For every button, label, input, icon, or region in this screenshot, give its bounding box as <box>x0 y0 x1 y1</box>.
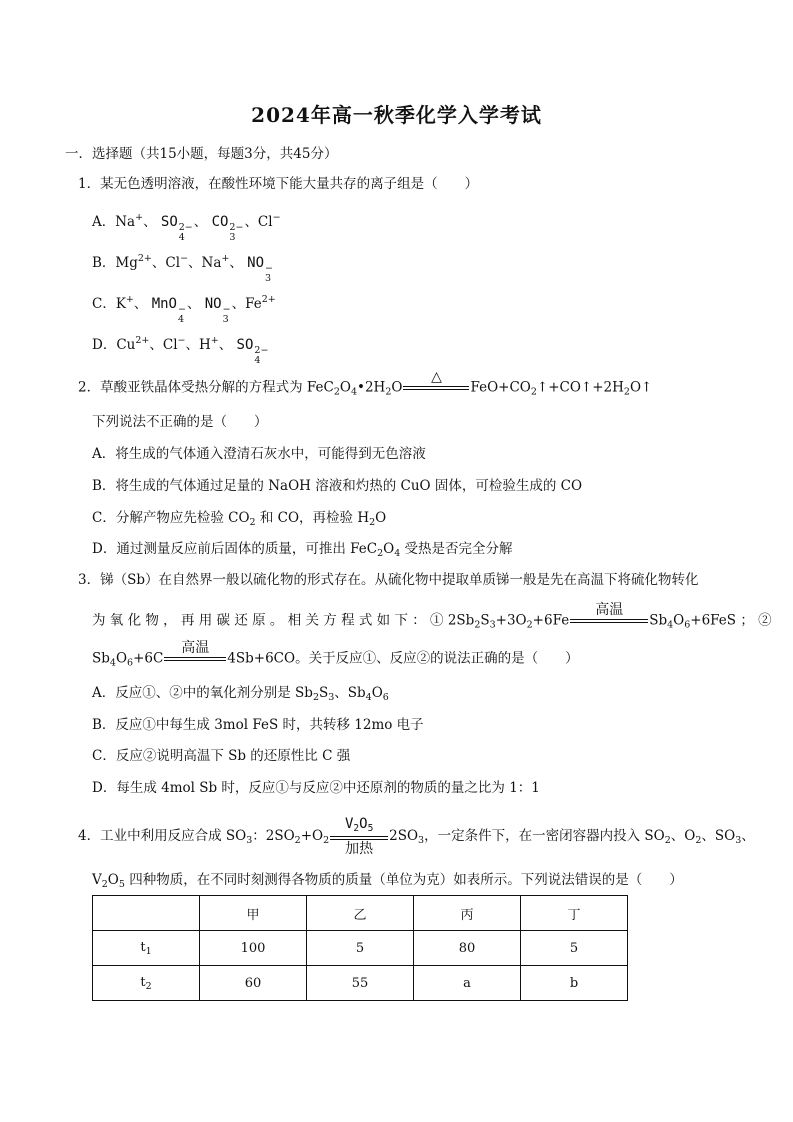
table-cell: 5 <box>521 931 628 966</box>
table-header-cell: 丙 <box>414 896 521 931</box>
table-row <box>93 966 628 1001</box>
q2-stem: 2．草酸亚铁晶体受热分解的方程式为 $FeC_2O_4•2H_2O$ △ $FeO+CO_2↑+CO↑+2H_2O↑$ <box>78 369 653 398</box>
table-cell: $t_2$ <box>93 966 200 1001</box>
q2-option-a[interactable]: A．将生成的气体通入澄清石灰水中，可能得到无色溶液 <box>92 446 426 462</box>
q3-stem-line3: $Sb_4O_6+6C$ 高温 4Sb+6CO。关于反应①、反应②的说法正确的是（ ） <box>92 640 579 669</box>
q3-option-d[interactable]: D．每生成 4mol Sb 时，反应①与反应②中还原剂的物质的量之比为 1：1 <box>92 780 540 796</box>
q1-option-b[interactable]: B．$Mg^{2+}$、Cl−、Na+、 NO − 3 <box>92 253 273 284</box>
exam-title: 2024年高一秋季化学入学考试 <box>251 103 542 127</box>
table-cell: 55 <box>307 966 414 1001</box>
table-cell: b <box>521 966 628 1001</box>
q1-stem: 1．某无色透明溶液，在酸性环境下能大量共存的离子组是（ ） <box>78 176 479 192</box>
table-header-cell: 甲 <box>200 896 307 931</box>
table-cell: 100 <box>200 931 307 966</box>
q4-stem-line1: 4．工业中利用反应合成 $SO_3$：$2SO_2+O_2$ $V_2O_5$ 加热 $2SO_3$，一定条件下，在一密闭容器内投入 $SO_2$、$O_2$、$SO_3$、 <box>78 816 755 857</box>
section-heading: 一．选择题（共15小题，每题3分，共45分） <box>65 146 338 162</box>
table-cell: a <box>414 966 521 1001</box>
q3-stem-line1: 3．锑（Sb）在自然界一般以硫化物的形式存在。从硫化物中提取单质锑一般是先在高温下将硫化物转化 <box>78 572 699 588</box>
q3-stem-line2: 为 氧 化 物 ， 再 用 碳 还 原 。 相 关 方 程 式 如 下 ： ① $2Sb_2S_3+3O_2+6Fe$ 高温 $Sb_4O_6+6FeS$ ； ② <box>92 602 772 631</box>
table-row <box>93 931 628 966</box>
q4-stem-line2: $V_2O_5$ 四种物质，在不同时刻测得各物质的质量（单位为克）如表所示。下列说法错误的是（ ） <box>92 872 683 890</box>
table-header-cell: 乙 <box>307 896 414 931</box>
table-cell: 5 <box>307 931 414 966</box>
table-cell: $t_1$ <box>93 931 200 966</box>
table-header-cell: 丁 <box>521 896 628 931</box>
q1-option-d[interactable]: D．$Cu^{2+}$、Cl−、H+、 SO 2− 4 <box>92 335 269 366</box>
q2-option-c[interactable]: C．分解产物应先检验 $CO_2$ 和 CO，再检验 $H_2O$ <box>92 510 387 528</box>
table-cell: 60 <box>200 966 307 1001</box>
q4-data-table <box>92 895 628 1001</box>
q2-option-b[interactable]: B．将生成的气体通过足量的 NaOH 溶液和灼热的 CuO 固体，可检验生成的 CO <box>92 478 583 494</box>
q2-option-d[interactable]: D．通过测量反应前后固体的质量，可推出 $FeC_2O_4$ 受热是否完全分解 <box>92 541 513 559</box>
table-header-row <box>93 896 628 931</box>
q1-option-a[interactable]: A．Na+、 SO 2− 4 、 CO 2− 3 、Cl− <box>92 212 281 243</box>
q3-option-a[interactable]: A．反应①、②中的氧化剂分别是 $Sb_2S_3$、$Sb_4O_6$ <box>92 685 389 703</box>
q3-option-c[interactable]: C．反应②说明高温下 Sb 的还原性比 C 强 <box>92 748 351 764</box>
catalyst-label: $V_2O_5$ <box>344 816 374 834</box>
q3-option-b[interactable]: B．反应①中每生成 3mol FeS 时，共转移 12mo 电子 <box>92 717 424 733</box>
table-cell: 80 <box>414 931 521 966</box>
heat-symbol: △ <box>431 369 442 385</box>
q2-subquestion: 下列说法不正确的是（ ） <box>92 414 268 430</box>
q1-option-c[interactable]: C．K+、 MnO − 4 、 NO − 3 、$Fe^{2+}$ <box>92 294 276 325</box>
table-header-cell <box>93 896 200 931</box>
